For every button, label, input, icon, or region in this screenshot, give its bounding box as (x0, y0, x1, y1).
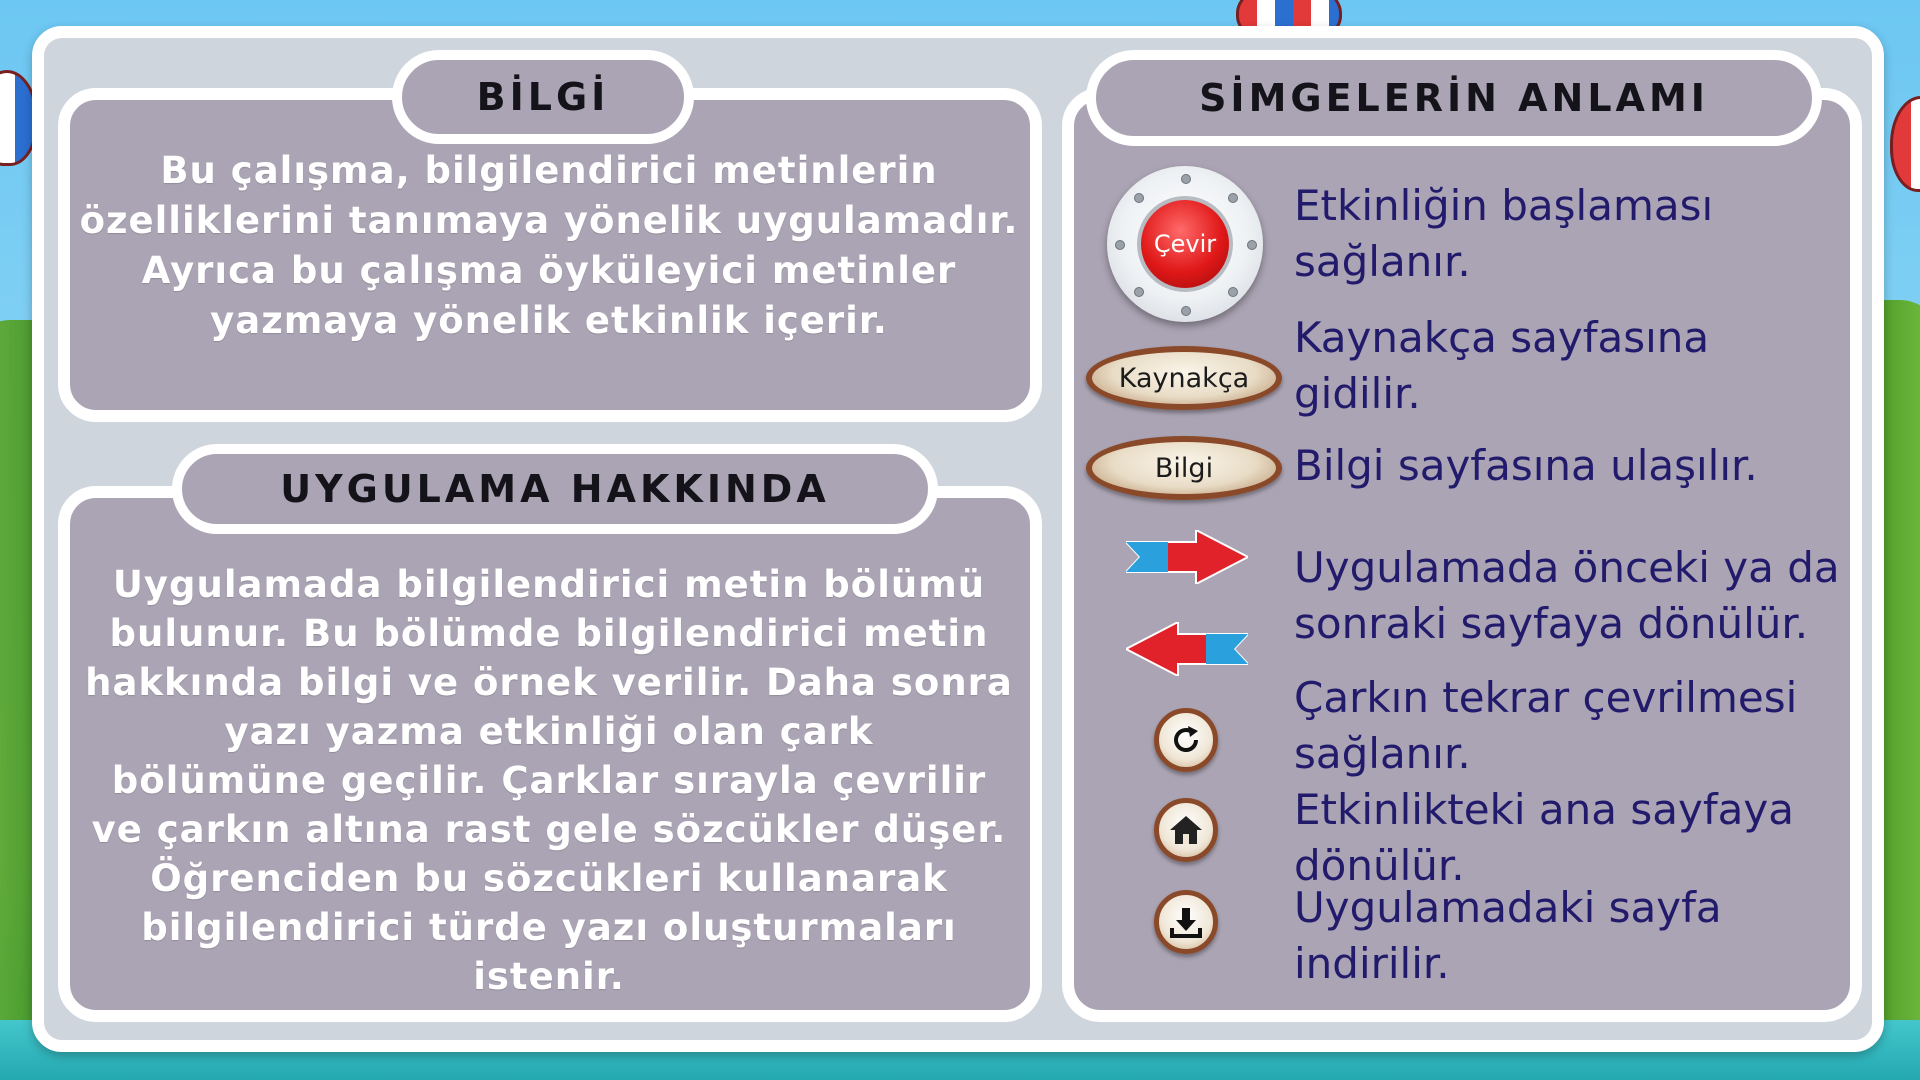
refresh-button[interactable] (1154, 708, 1218, 772)
stud-decoration (1181, 174, 1191, 184)
legend-desc-home: Etkinlikteki ana sayfaya dönülür. (1294, 785, 1794, 890)
stud-decoration (1228, 193, 1238, 203)
legend-panel-title: SİMGELERİN ANLAMI (1086, 50, 1822, 146)
about-panel-body: Uygulamada bilgilendirici metin bölümü bulunur. Bu bölümde bilgilendirici metin hakkında bilgi ve örnek verilir. Daha sonra yazı yazma etkinliği olan çark bölümüne geçilir. Çarklar sırayla çevrilir ve çarkın altına rast gele sözcükler düşer. Öğrenciden bu sözcükleri kullanarak bilgilendirici türde yazı oluşturmaları istenir. (85, 563, 1013, 998)
legend-desc-info: Bilgi sayfasına ulaşılır. (1294, 441, 1758, 490)
stud-decoration (1247, 240, 1257, 250)
info-panel-title: BİLGİ (392, 50, 694, 144)
legend-desc-refresh: Çarkın tekrar çevrilmesi sağlanır. (1294, 673, 1798, 778)
legend-desc-references: Kaynakça sayfasına gidilir. (1294, 313, 1710, 418)
references-button[interactable]: Kaynakça (1086, 346, 1282, 410)
spin-button[interactable] (1107, 166, 1263, 322)
refresh-icon (1168, 722, 1204, 758)
balloon-decoration (1890, 96, 1920, 192)
spin-button-label: Çevir (1137, 196, 1233, 292)
main-board (32, 26, 1884, 1052)
home-icon (1168, 812, 1204, 848)
stud-decoration (1115, 240, 1125, 250)
legend-desc-spin: Etkinliğin başlaması sağlanır. (1294, 181, 1714, 286)
home-button[interactable] (1154, 798, 1218, 862)
download-icon (1168, 904, 1204, 940)
previous-arrow-icon[interactable] (1126, 622, 1248, 676)
next-arrow-icon[interactable] (1126, 530, 1248, 584)
info-panel-body: Bu çalışma, bilgilendirici metinlerin özelliklerini tanımaya yönelik uygulamadır. Ayrıca bu çalışma öyküleyici metinler yazmaya yönelik etkinlik içerir. (79, 149, 1019, 342)
stud-decoration (1134, 193, 1144, 203)
stud-decoration (1181, 306, 1191, 316)
stud-decoration (1134, 287, 1144, 297)
download-button[interactable] (1154, 890, 1218, 954)
info-button[interactable]: Bilgi (1086, 436, 1282, 500)
legend-desc-arrows: Uygulamada önceki ya da sonraki sayfaya dönülür. (1294, 543, 1840, 648)
stud-decoration (1228, 287, 1238, 297)
about-panel-title: UYGULAMA HAKKINDA (172, 444, 938, 534)
legend-desc-download: Uygulamadaki sayfa indirilir. (1294, 883, 1722, 988)
